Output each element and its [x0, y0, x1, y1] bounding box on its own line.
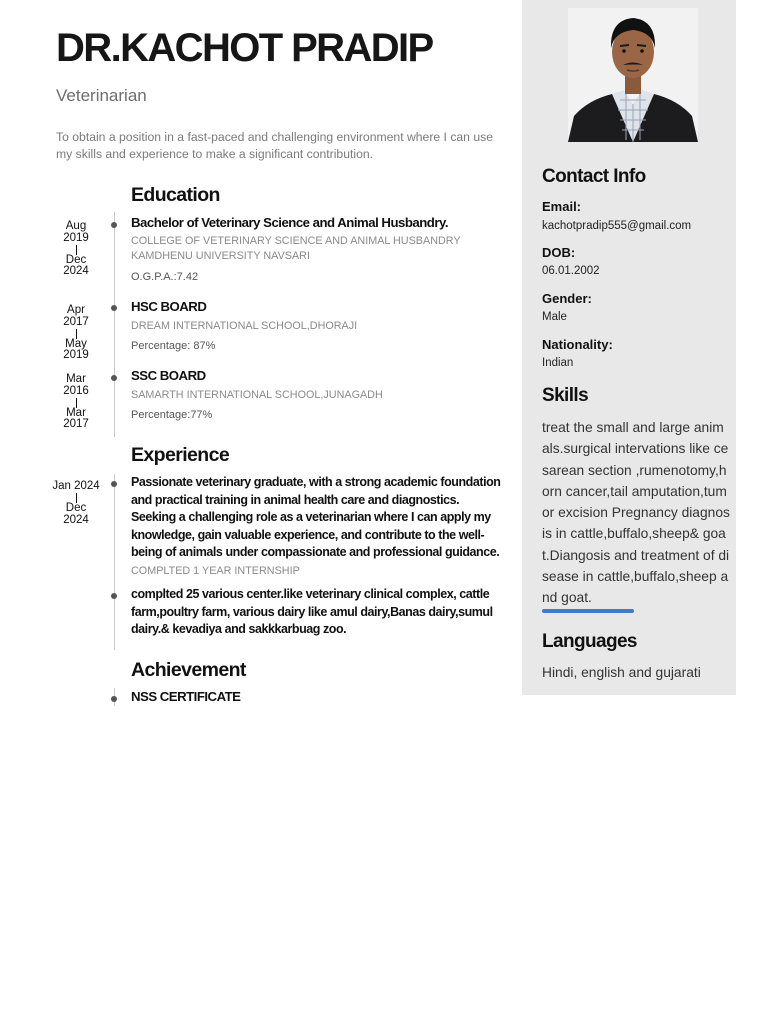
timeline-dot [111, 593, 117, 599]
experience-note: COMPLTED 1 YEAR INTERNSHIP [131, 565, 300, 577]
education-heading: Education [131, 184, 220, 206]
education-grade: O.G.P.A.:7.42 [131, 271, 199, 283]
timeline-line-experience [114, 474, 115, 650]
education-date [52, 221, 100, 278]
nationality-label: Nationality: [542, 337, 613, 352]
timeline-dot [111, 696, 117, 702]
profile-photo [568, 8, 698, 142]
timeline-dot [111, 481, 117, 487]
experience-heading: Experience [131, 444, 230, 466]
gender-value: Male [542, 311, 567, 323]
languages-heading: Languages [542, 631, 637, 652]
timeline-line-education [114, 212, 115, 437]
timeline-dot [111, 305, 117, 311]
experience-summary: Passionate veterinary graduate, with a strong academic foundation and practical training in animal health care and diagnostics. Seeking a challenging role as a veterinarian where I can apply my knowledge, gain valuable experience, and contribute to the well-being of animals under compassionate and professional guidance. [131, 475, 501, 559]
timeline-dot [111, 222, 117, 228]
education-grade: Percentage:77% [131, 409, 213, 421]
email-label: Email: [542, 199, 582, 214]
education-degree: SSC BOARD [131, 368, 206, 383]
achievement-item: NSS CERTIFICATE [131, 689, 241, 704]
job-title: Veterinarian [56, 86, 147, 105]
achievement-heading: Achievement [131, 659, 246, 681]
date-start: Apr 2017 [63, 304, 89, 328]
date-end: May 2019 [63, 337, 89, 362]
date-start: Jan 2024 [52, 480, 100, 492]
experience-date [52, 481, 100, 526]
education-institution: SAMARTH INTERNATIONAL SCHOOL,JUNAGADH [131, 389, 383, 401]
education-date [52, 374, 100, 431]
education-degree: HSC BOARD [131, 299, 207, 314]
timeline-dot [111, 375, 117, 381]
career-objective: To obtain a position in a fast-paced and challenging environment where I can use my skills and experience to make a significant contribution. [56, 130, 493, 161]
contact-heading: Contact Info [542, 166, 646, 187]
skills-heading: Skills [542, 385, 589, 406]
date-start: Mar 2016 [63, 373, 89, 397]
candidate-name: DR.KACHOT PRADIP [56, 26, 433, 70]
dob-label: DOB: [542, 245, 576, 260]
education-institution: COLLEGE OF VETERINARY SCIENCE AND ANIMAL HUSBANDRY KAMDHENU UNIVERSITY NAVSARI [131, 235, 461, 262]
dob-value: 06.01.2002 [542, 265, 600, 277]
nationality-value: Indian [542, 357, 574, 369]
skills-description: treat the small and large animals.surgical intervations like cesarean section ,rumenotomy,horn cancer,tail amputation,tumor excision Pregnancy diagnosis in cattle,buffalo,sheep& goat.Diangosis and treatment of disease in cattle,buffalo,sheep and goat. [542, 420, 730, 606]
date-start: Aug 2019 [63, 220, 89, 244]
education-grade: Percentage: 87% [131, 340, 216, 352]
email-value[interactable]: kachotpradip555@gmail.com [542, 220, 692, 232]
date-end: Dec 2024 [63, 501, 89, 526]
gender-label: Gender: [542, 291, 592, 306]
date-end: Dec 2024 [63, 253, 89, 278]
experience-detail: complted 25 various center.like veterinary clinical complex, cattle farm,poultry farm, various dairy like amul dairy,Banas dairy,sumul dairy.& kevadiya and sakkkarbuag zoo. [131, 587, 493, 636]
languages-list: Hindi, english and gujarati [542, 665, 701, 680]
date-end: Mar 2017 [63, 406, 89, 431]
education-degree: Bachelor of Veterinary Science and Animal Husbandry. [131, 215, 448, 230]
education-institution: DREAM INTERNATIONAL SCHOOL,DHORAJI [131, 320, 358, 332]
skill-level-bar [542, 609, 634, 613]
education-date [52, 305, 100, 362]
